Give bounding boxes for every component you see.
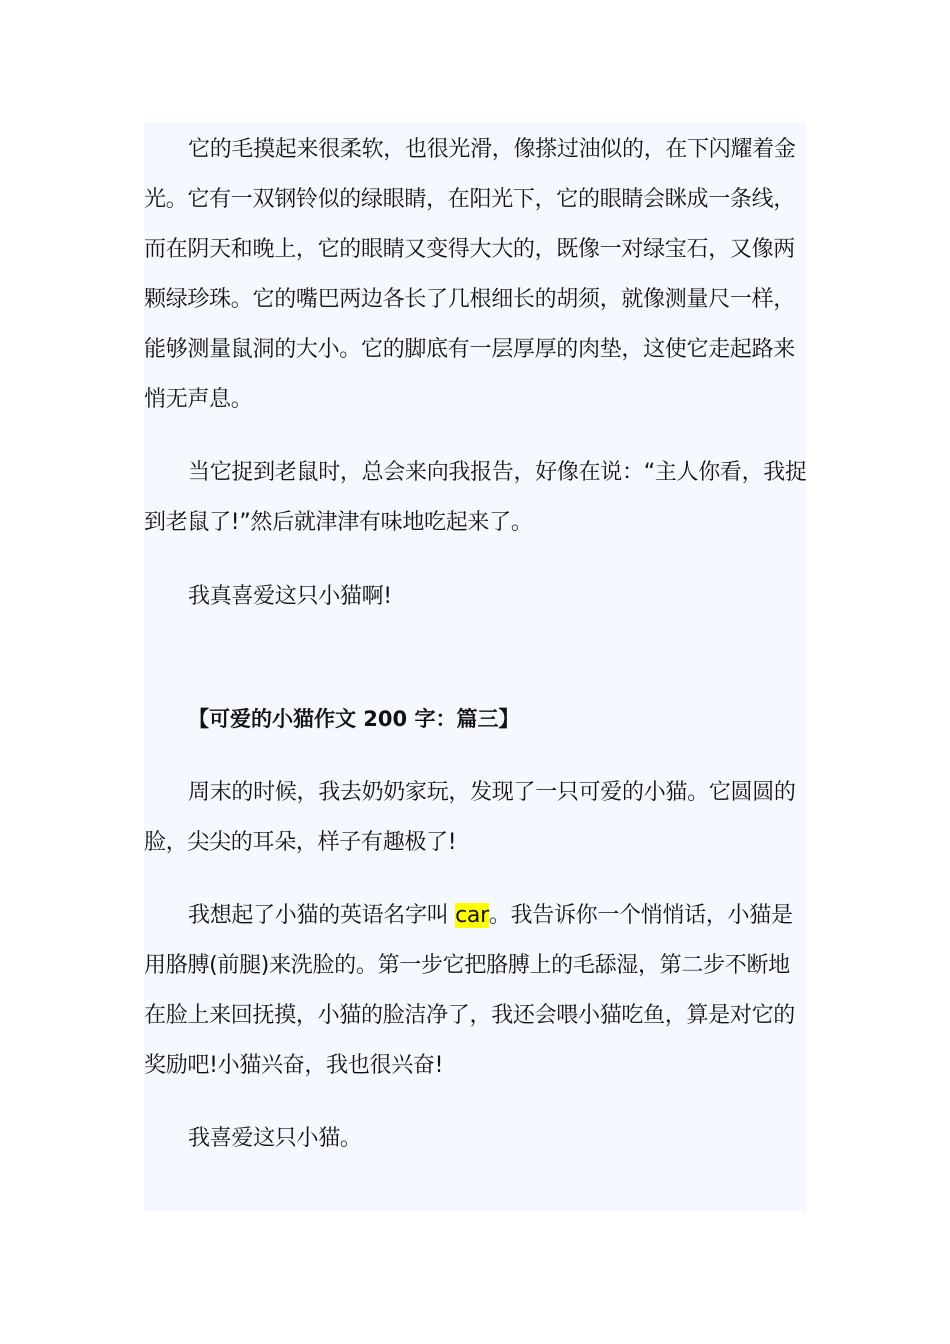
paragraph-love-cat: 我真喜爱这只小猫啊! [188, 584, 392, 609]
highlighted-word: car [455, 903, 489, 928]
paragraph-closing: 我喜爱这只小猫。 [188, 1126, 362, 1151]
paragraph-cat-washing-start: 我想起了小猫的英语名字叫 [188, 903, 456, 928]
paragraph-weekend-visit: 周末的时候，我去奶奶家玩，发现了一只可爱的小猫。它圆圆的脸，尖尖的耳朵，样子有趣极了! [144, 780, 796, 855]
paragraph-cat-catches-mouse: 当它捉到老鼠时，总会来向我报告，好像在说：“主人你看，我捉到老鼠了!”然后就津津有味地吃起来了。 [144, 460, 807, 535]
paragraph-cat-appearance: 它的毛摸起来很柔软，也很光滑，像搽过油似的，在下闪耀着金光。它有一双钢铃似的绿眼睛，在阳光下，它的眼睛会眯成一条线，而在阴天和晚上，它的眼睛又变得大大的，既像一对绿宝石，又像两颗绿珍珠。它的嘴巴两边各长了几根细长的胡须，就像测量尺一样，能够测量鼠洞的大小。它的脚底有一层厚厚的肉垫，这使它走起路来悄无声息。 [144, 137, 796, 412]
paragraph-cat-washing [144, 891, 808, 1091]
paragraph-cat-washing-rest: 。我告诉你一个悄悄话，小猫是用胳膊(前腿)来洗脸的。第一步它把胳膊上的毛舔湿，第二步不断地在脸上来回抚摸，小猫的脸洁净了，我还会喂小猫吃鱼，算是对它的奖励吧!小猫兴奋，我也很兴奋! [144, 903, 796, 1078]
section-heading: 【可爱的小猫作文 200 字：篇三】 [188, 707, 520, 731]
